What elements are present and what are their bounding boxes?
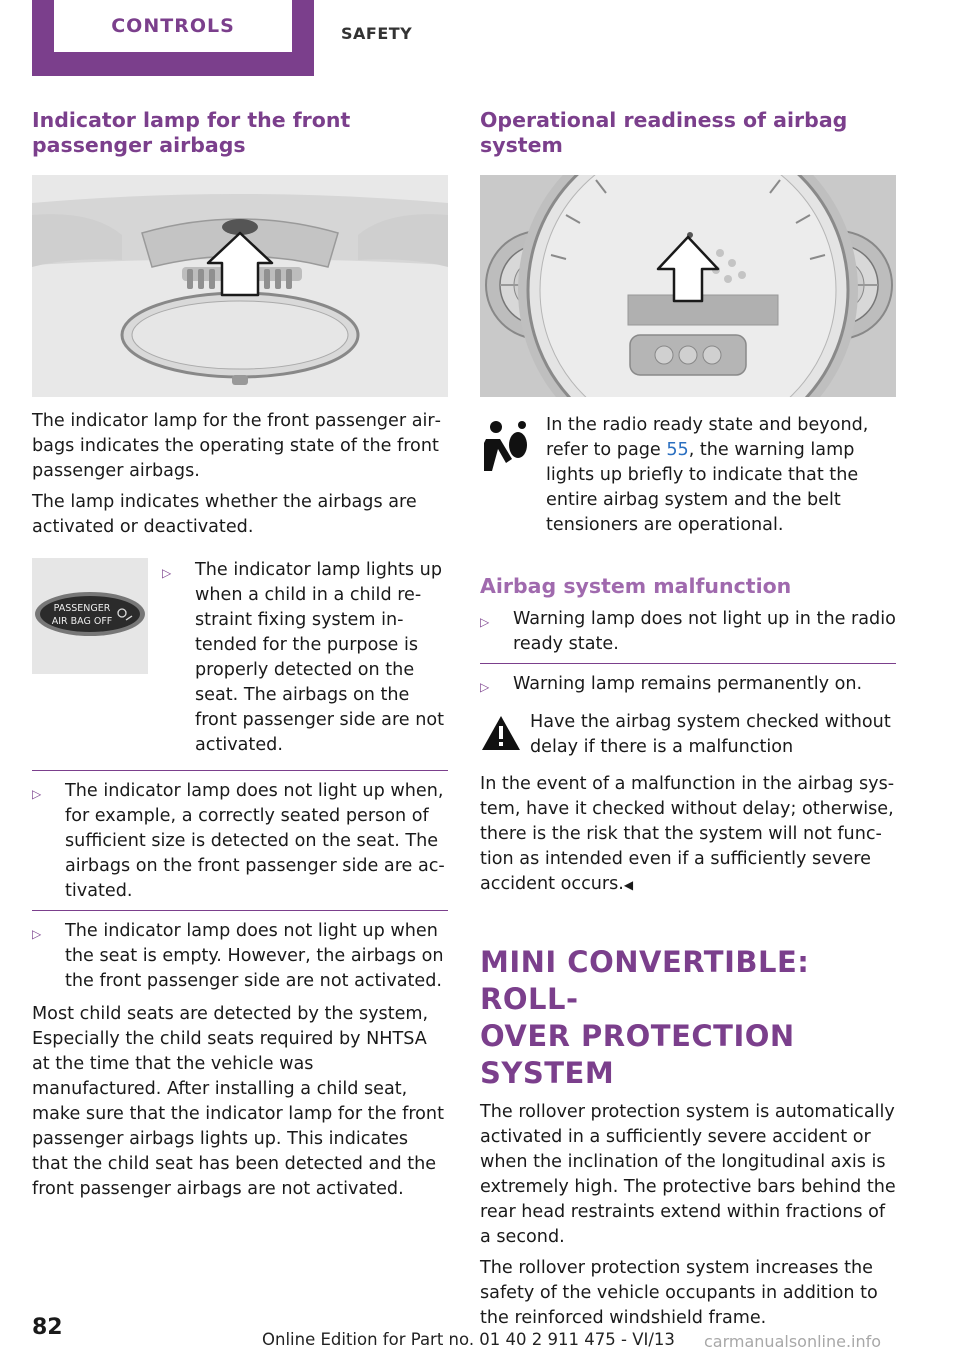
edition-note: Online Edition for Part no. 01 40 2 911 475 - VI/13: [262, 1330, 675, 1349]
list-item: [32, 779, 448, 904]
instrument-cluster-figure: [480, 175, 896, 397]
malfunction-text: In the event of a malfunction in the airbag system, have it checked without delay; otherwise, there is the risk that the system will not function as intended even if a sufficiently severe accident occurs.: [480, 774, 895, 894]
readiness-text-end: , the warning lamp lights up briefly to indicate that the entire airbag system and the belt tensioners are operational.: [546, 440, 859, 535]
triangle-bullet-icon: ▷: [32, 927, 42, 941]
lamp-label-airbag-off: AIR BAG OFF: [51, 616, 113, 627]
tab-safety[interactable]: SAFETY: [341, 24, 413, 43]
lamp-label-passenger: PASSENGER: [53, 603, 111, 614]
paragraph-malfunction: [480, 772, 896, 898]
warning-block: [480, 710, 896, 766]
bullet-text: Warning lamp remains permanently on.: [513, 674, 863, 694]
lamp-bullet-container: [148, 558, 448, 764]
bullet-text: Warning lamp does not light up in the radio ready state.: [513, 609, 896, 654]
divider: [480, 663, 896, 664]
bullet-text: The indicator lamp does not light up when the seat is empty. However, the airbags on the front passenger side are not activated.: [65, 921, 444, 991]
list-item: [480, 607, 896, 657]
mirror-indicator-figure: [32, 175, 448, 397]
section-heading-operational-readiness: Operational readiness of airbag system: [480, 108, 848, 157]
list-item: [480, 672, 896, 700]
paragraph-rollover-activation: The rollover protection system is automatically activated in a sufficiently severe accident or when the inclination of the longitudinal axis is extremely high. The protective bars behind the rear head restraints extend within fractions of a second.: [480, 1102, 896, 1247]
triangle-bullet-icon: ▷: [162, 566, 172, 580]
airbag-warning-icon: [482, 419, 532, 477]
warning-triangle-icon: [480, 714, 522, 752]
tab-controls-label: CONTROLS: [54, 0, 292, 52]
section-title-rollover: [480, 944, 896, 1092]
section-heading-indicator-lamp: Indicator lamp for the front passenger airbags: [32, 108, 351, 157]
readiness-block: [480, 413, 896, 538]
divider: [32, 910, 448, 911]
list-item: [32, 919, 448, 994]
triangle-bullet-icon: ▷: [480, 615, 490, 629]
passenger-airbag-off-lamp-figure: [32, 558, 148, 674]
right-column: [480, 108, 896, 1337]
paragraph-indicator-lamp-purpose: The indicator lamp for the front passenger airbags indicates the operating state of the front passenger airbags.: [32, 411, 441, 481]
readiness-text-start: In the radio ready state and beyond, refer to page: [546, 415, 869, 460]
list-item: [162, 558, 448, 758]
paragraph-child-seat-detection: Most child seats are detected by the system, Especially the child seats required by NHTSA at the time that the vehicle was manufactured. After installing a child seat, make sure that the indicator lamp for the front passenger airbags lights up. This indicates that the child seat has been detected and the front passenger airbags are not activated.: [32, 1004, 444, 1199]
lamp-block: [32, 558, 448, 764]
bullet-text: The indicator lamp does not light up when, for example, a correctly seated person of sufficient size is detected on the seat. The airbags on the front passenger side are activated.: [65, 781, 445, 901]
airbag-off-lamp-icon: [32, 558, 148, 674]
page-number: 82: [32, 1315, 63, 1340]
section-heading-malfunction: Airbag system malfunction: [480, 574, 792, 598]
section-title-line2: OVER PROTECTION SYSTEM: [480, 1019, 795, 1090]
mirror-illustration: [32, 175, 448, 397]
triangle-bullet-icon: ▷: [480, 680, 490, 694]
triangle-bullet-icon: ▷: [32, 787, 42, 801]
warning-text: Have the airbag system checked without delay if there is a malfunction: [530, 712, 891, 757]
paragraph-rollover-safety: The rollover protection system increases the safety of the vehicle occupants in addition to the reinforced windshield frame.: [480, 1258, 878, 1328]
tab-controls[interactable]: [32, 0, 314, 76]
bullet-text: The indicator lamp lights up when a child in a child restraint fixing system intended for the purpose is properly detected on the seat. The airbags on the front passenger side are not activated.: [195, 560, 445, 755]
section-title-line1: MINI CONVERTIBLE: ROLL-: [480, 945, 810, 1016]
paragraph-readiness: [480, 413, 896, 538]
page-reference-link[interactable]: 55: [666, 440, 689, 460]
end-mark-icon: ◀: [623, 878, 634, 892]
watermark: carmanualsonline.info: [704, 1332, 882, 1351]
paragraph-lamp-state: The lamp indicates whether the airbags are activated or deactivated.: [32, 492, 417, 537]
left-column: [32, 108, 448, 1208]
divider: [32, 770, 448, 771]
instrument-cluster-illustration: [480, 175, 896, 397]
